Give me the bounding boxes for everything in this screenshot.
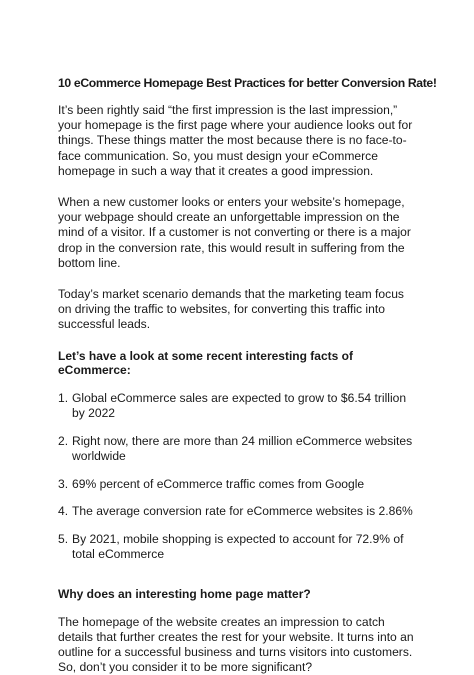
fact-item xyxy=(58,434,418,464)
fact-number: 4. xyxy=(58,504,69,519)
section-paragraph: The homepage of the website creates an impression to catch details that further creates the rest for your website. It turns into an outline for a successful business and turns visitors into customers. So, don’t you consider it to be more significant? xyxy=(58,614,414,675)
facts-heading: Let’s have a look at some recent interesting facts of eCommerce: xyxy=(58,348,353,377)
fact-text: By 2021, mobile shopping is expected to account for 72.9% of total eCommerce xyxy=(72,532,404,562)
document-title: 10 eCommerce Homepage Best Practices for better Conversion Rate! xyxy=(58,76,437,90)
fact-item xyxy=(58,391,418,421)
intro-paragraph: It’s been rightly said “the first impression is the last impression,” your homepage is the first page where your audience looks out for things. These things matter the most because there is no face-to-face communication. So, you must design your eCommerce homepage in such a way that it creates a good impression. xyxy=(58,103,413,178)
facts-list xyxy=(58,391,418,563)
fact-number: 3. xyxy=(58,476,69,491)
fact-number: 5. xyxy=(58,532,69,547)
section-heading: Why does an interesting home page matter? xyxy=(58,586,311,601)
fact-text: The average conversion rate for eCommerce websites is 2.86% xyxy=(72,504,413,519)
fact-text: 69% percent of eCommerce traffic comes from Google xyxy=(72,476,365,491)
market-scenario-paragraph: Today’s market scenario demands that the marketing team focus on driving the traffic to websites, for converting this traffic into successful leads. xyxy=(58,287,404,332)
fact-item xyxy=(58,504,418,519)
fact-item xyxy=(58,532,418,562)
fact-number: 1. xyxy=(58,390,69,405)
fact-text: Right now, there are more than 24 million eCommerce websites worldwide xyxy=(72,433,413,463)
fact-item xyxy=(58,477,418,492)
fact-number: 2. xyxy=(58,433,69,448)
customer-impression-paragraph: When a new customer looks or enters your website’s homepage, your webpage should create an unforgettable impression on the mind of a visitor. If a customer is not converting or there is a major drop in the conversion rate, this would result in suffering from the bottom line. xyxy=(58,195,411,270)
fact-text: Global eCommerce sales are expected to grow to $6.54 trillion by 2022 xyxy=(72,390,407,420)
